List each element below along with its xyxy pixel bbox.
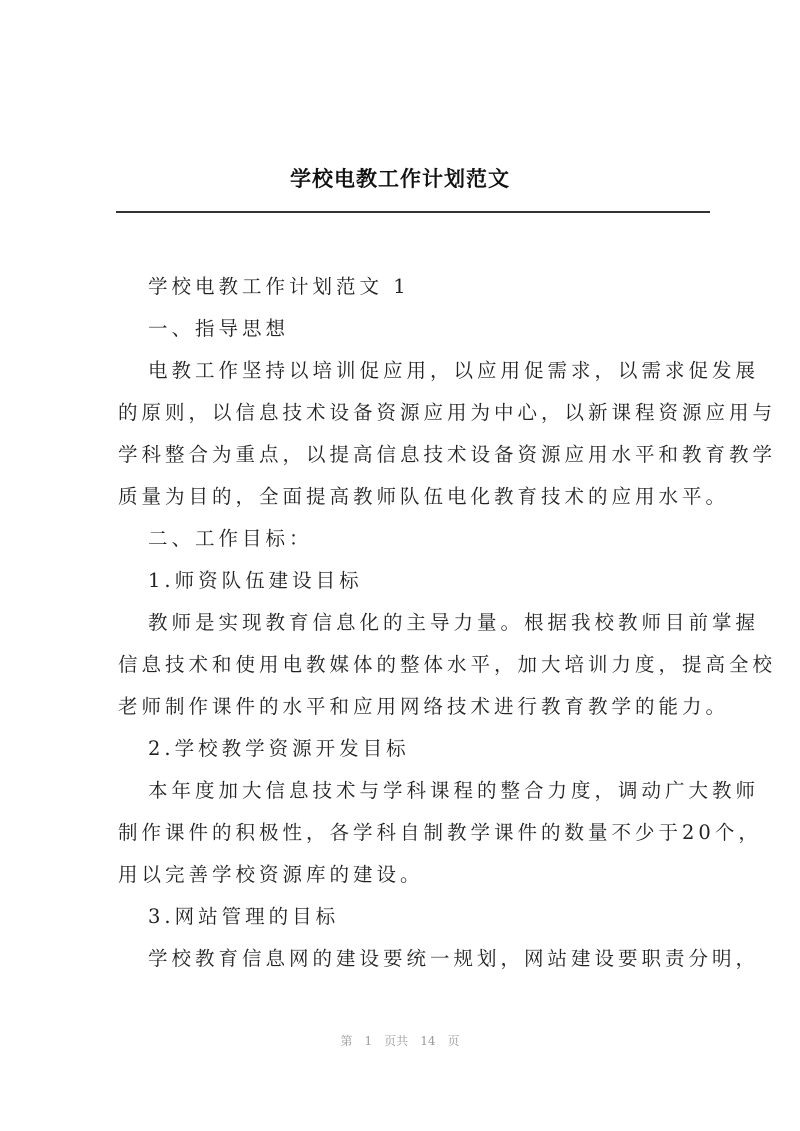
- text-line: 教师是实现教育信息化的主导力量。根据我校教师目前掌握: [148, 611, 760, 634]
- text-line: 1.师资队伍建设目标: [148, 569, 363, 592]
- title-divider: [116, 211, 710, 213]
- text-line: 2.学校教学资源开发目标: [148, 737, 410, 760]
- footer-total-pages: 14: [420, 1034, 436, 1048]
- text-line: 3.网站管理的目标: [148, 905, 340, 928]
- text-line: 制作课件的积极性，各学科自制教学课件的数量不少于20个，: [118, 821, 762, 844]
- footer-middle: 页共: [384, 1034, 409, 1048]
- text-line: 电教工作坚持以培训促应用，以应用促需求，以需求促发展: [148, 359, 760, 382]
- text-line: 学校电教工作计划范文 1: [148, 275, 410, 298]
- footer-prefix: 第: [340, 1034, 353, 1048]
- text-line: 一、指导思想: [148, 317, 290, 340]
- text-line: 老师制作课件的水平和应用网络技术进行教育教学的能力。: [118, 695, 730, 718]
- text-line: 用以完善学校资源库的建设。: [118, 863, 424, 886]
- text-line: 信息技术和使用电教媒体的整体水平，加大培训力度，提高全校: [118, 653, 777, 676]
- page-footer: [0, 1032, 800, 1049]
- text-line: 学科整合为重点，以提高信息技术设备资源应用水平和教育教学: [118, 443, 777, 466]
- footer-suffix: 页: [447, 1034, 460, 1048]
- text-line: 本年度加大信息技术与学科课程的整合力度，调动广大教师: [148, 779, 760, 802]
- text-line: 二、工作目标：: [148, 527, 313, 550]
- footer-page-number: 1: [364, 1034, 373, 1048]
- text-line: 质量为目的，全面提高教师队伍电化教育技术的应用水平。: [118, 485, 730, 508]
- text-line: 学校教育信息网的建设要统一规划，网站建设要职责分明，: [148, 947, 760, 970]
- document-body: [118, 266, 777, 980]
- document-title: 学校电教工作计划范文: [290, 167, 510, 191]
- text-line: 的原则，以信息技术设备资源应用为中心，以新课程资源应用与: [118, 401, 777, 424]
